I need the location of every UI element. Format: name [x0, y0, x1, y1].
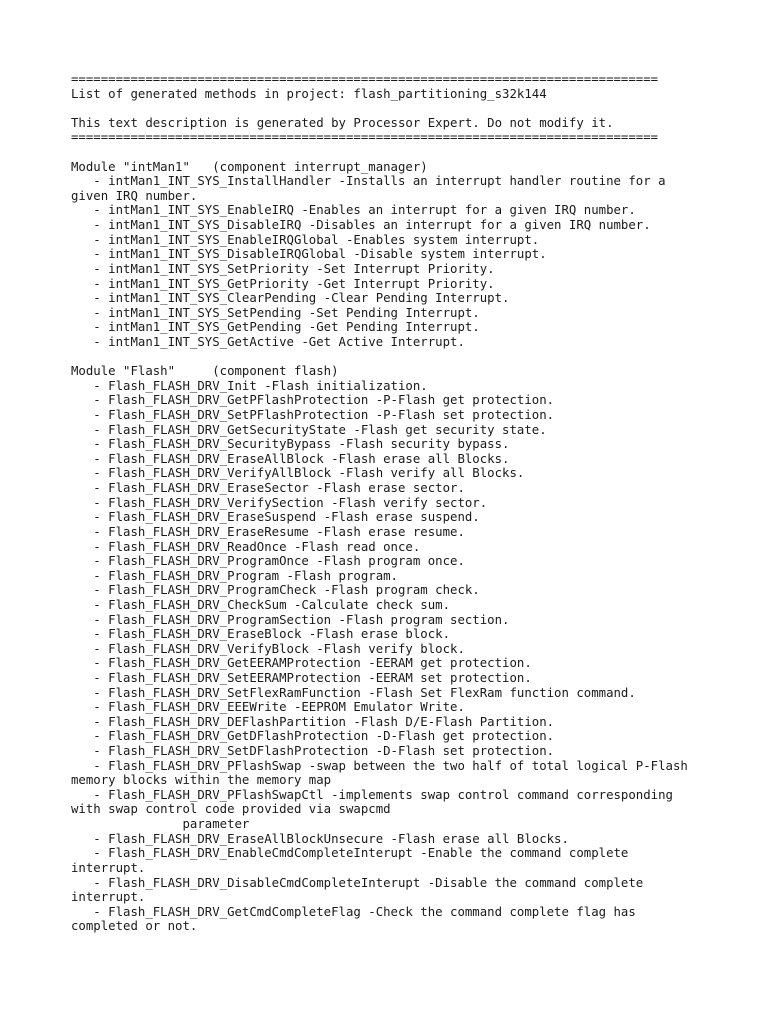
- document-line: - Flash_FLASH_DRV_Init -Flash initialization.: [71, 378, 428, 393]
- document-line: - Flash_FLASH_DRV_ReadOnce -Flash read once.: [71, 539, 421, 554]
- document-line: - Flash_FLASH_DRV_VerifySection -Flash verify sector.: [71, 495, 488, 510]
- document-line: completed or not.: [71, 919, 198, 934]
- document-line: - Flash_FLASH_DRV_EraseResume -Flash erase resume.: [71, 524, 465, 539]
- document-line: - intMan1_INT_SYS_DisableIRQGlobal -Disable system interrupt.: [71, 247, 547, 262]
- document-line: - intMan1_INT_SYS_GetPriority -Get Interrupt Priority.: [71, 276, 495, 291]
- document-line: - Flash_FLASH_DRV_ProgramOnce -Flash program once.: [71, 554, 465, 569]
- document-line: - intMan1_INT_SYS_EnableIRQGlobal -Enables system interrupt.: [71, 232, 540, 247]
- document-line: - intMan1_INT_SYS_SetPending -Set Pending Interrupt.: [71, 305, 480, 320]
- document-line: - intMan1_INT_SYS_EnableIRQ -Enables an interrupt for a given IRQ number.: [71, 203, 636, 218]
- document-line: - Flash_FLASH_DRV_SecurityBypass -Flash security bypass.: [71, 437, 510, 452]
- document-line: - intMan1_INT_SYS_GetActive -Get Active Interrupt.: [71, 334, 465, 349]
- document-line: - Flash_FLASH_DRV_PFlashSwapCtl -implements swap control command corresponding: [71, 787, 673, 802]
- document-line: interrupt.: [71, 860, 146, 875]
- document-line: - Flash_FLASH_DRV_DEFlashPartition -Flash D/E-Flash Partition.: [71, 714, 555, 729]
- document-text: [71, 72, 728, 934]
- document-line: ===============================================================================: [71, 72, 659, 86]
- document-line: - Flash_FLASH_DRV_GetEERAMProtection -EERAM get protection.: [71, 656, 532, 671]
- document-line: - Flash_FLASH_DRV_GetPFlashProtection -P-Flash get protection.: [71, 393, 555, 408]
- document-line: - Flash_FLASH_DRV_DisableCmdCompleteInterupt -Disable the command complete: [71, 875, 644, 890]
- document-line: given IRQ number.: [71, 188, 198, 203]
- document-line: ===============================================================================: [71, 130, 659, 145]
- document-line: Module "intMan1" (component interrupt_manager): [71, 159, 428, 174]
- document-line: - Flash_FLASH_DRV_Program -Flash program.: [71, 568, 398, 583]
- document-line: Module "Flash" (component flash): [71, 364, 339, 379]
- document-line: - Flash_FLASH_DRV_EraseBlock -Flash erase block.: [71, 627, 451, 642]
- document-line: [71, 350, 728, 365]
- document-line: - intMan1_INT_SYS_ClearPending -Clear Pending Interrupt.: [71, 291, 510, 306]
- document-line: with swap control code provided via swapcmd: [71, 802, 391, 817]
- document-line: - Flash_FLASH_DRV_SetFlexRamFunction -Flash Set FlexRam function command.: [71, 685, 636, 700]
- document-line: - Flash_FLASH_DRV_VerifyBlock -Flash verify block.: [71, 641, 465, 656]
- document-line: - Flash_FLASH_DRV_PFlashSwap -swap between the two half of total logical P-Flash: [71, 758, 688, 773]
- document-line: - Flash_FLASH_DRV_EEEWrite -EEPROM Emulator Write.: [71, 700, 465, 715]
- document-line: This text description is generated by Processor Expert. Do not modify it.: [71, 115, 614, 130]
- document-line: - Flash_FLASH_DRV_GetDFlashProtection -D-Flash get protection.: [71, 729, 555, 744]
- document-line: - Flash_FLASH_DRV_VerifyAllBlock -Flash verify all Blocks.: [71, 466, 525, 481]
- document-line: - Flash_FLASH_DRV_SetPFlashProtection -P-Flash set protection.: [71, 408, 555, 423]
- document-line: - Flash_FLASH_DRV_ProgramSection -Flash program section.: [71, 612, 510, 627]
- document-line: parameter: [71, 817, 250, 832]
- document-line: - Flash_FLASH_DRV_EraseAllBlock -Flash erase all Blocks.: [71, 451, 510, 466]
- document-line: - Flash_FLASH_DRV_EraseSector -Flash erase sector.: [71, 481, 465, 496]
- document-line: - Flash_FLASH_DRV_EraseAllBlockUnsecure -Flash erase all Blocks.: [71, 831, 569, 846]
- document-line: [71, 101, 728, 116]
- document-line: - Flash_FLASH_DRV_ProgramCheck -Flash program check.: [71, 583, 480, 598]
- document-line: - intMan1_INT_SYS_SetPriority -Set Interrupt Priority.: [71, 261, 495, 276]
- document-line: - Flash_FLASH_DRV_SetEERAMProtection -EERAM set protection.: [71, 670, 532, 685]
- document-line: - Flash_FLASH_DRV_GetSecurityState -Flash get security state.: [71, 422, 547, 437]
- document-line: [71, 145, 728, 160]
- document-line: List of generated methods in project: flash_partitioning_s32k144: [71, 86, 547, 101]
- document-line: interrupt.: [71, 890, 146, 905]
- document-line: - Flash_FLASH_DRV_EraseSuspend -Flash erase suspend.: [71, 510, 480, 525]
- document-line: - intMan1_INT_SYS_InstallHandler -Installs an interrupt handler routine for a: [71, 174, 666, 189]
- document-line: - intMan1_INT_SYS_DisableIRQ -Disables an interrupt for a given IRQ number.: [71, 218, 651, 233]
- document-line: - Flash_FLASH_DRV_SetDFlashProtection -D-Flash set protection.: [71, 744, 555, 759]
- document-line: - Flash_FLASH_DRV_EnableCmdCompleteInterupt -Enable the command complete: [71, 846, 629, 861]
- document-line: memory blocks within the memory map: [71, 773, 332, 788]
- document-line: - Flash_FLASH_DRV_GetCmdCompleteFlag -Check the command complete flag has: [71, 904, 636, 919]
- document-line: - intMan1_INT_SYS_GetPending -Get Pending Interrupt.: [71, 320, 480, 335]
- document-line: - Flash_FLASH_DRV_CheckSum -Calculate check sum.: [71, 597, 451, 612]
